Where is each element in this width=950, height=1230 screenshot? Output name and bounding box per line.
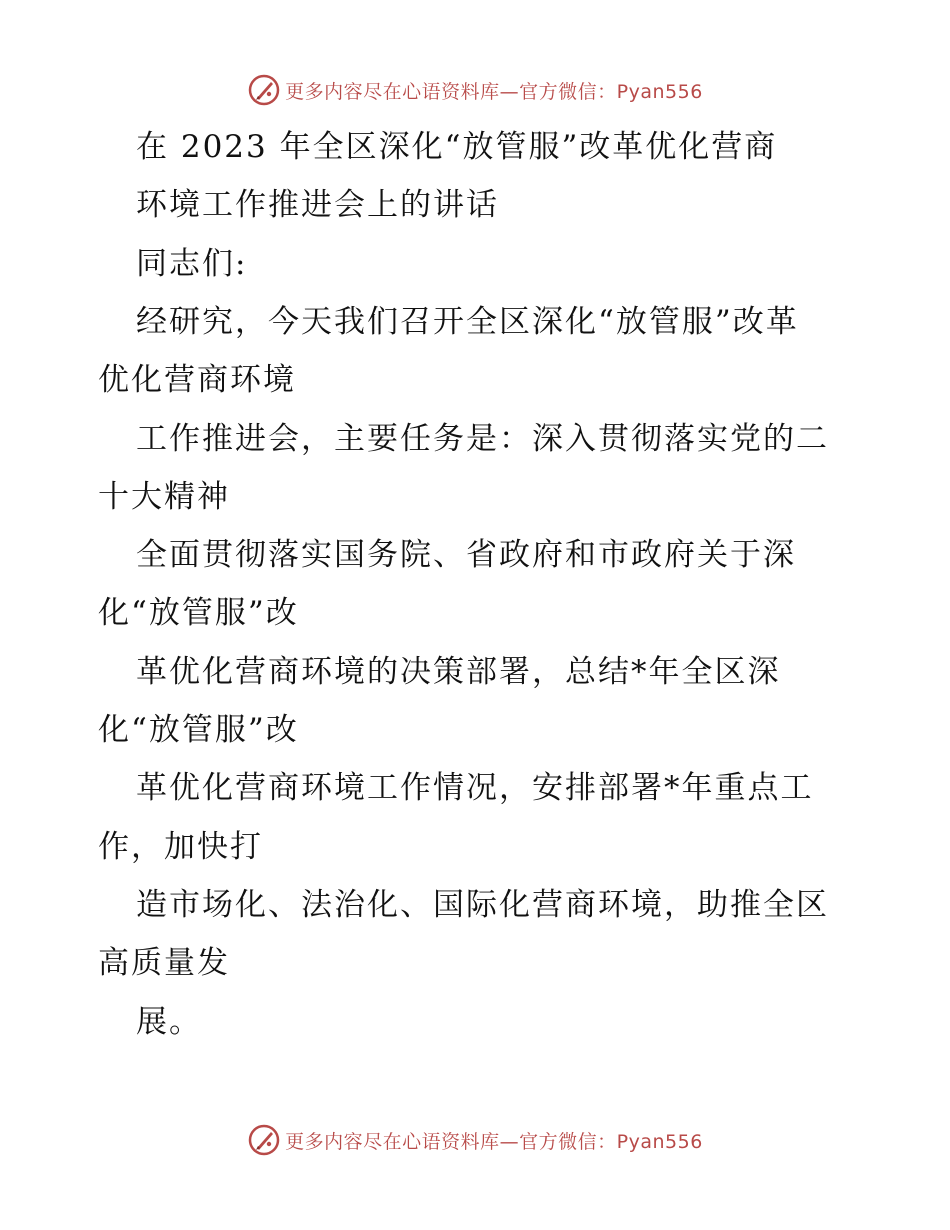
paragraph-line: 全面贯彻落实国务院、省政府和市政府关于深: [136, 537, 796, 573]
banner-text: 更多内容尽在心语资料库—官方微信：Pyan556: [285, 80, 703, 103]
footer-banner: [0, 1120, 950, 1160]
paragraph-line: 革优化营商环境的决策部署，总结*年全区深: [136, 654, 781, 690]
salutation: 同志们:: [136, 246, 248, 282]
quill-pen-logo-icon: [247, 73, 281, 107]
paragraph-line: 化“放管服”改: [98, 712, 299, 748]
paragraph-line: 经研究，今天我们召开全区深化“放管服”改革: [136, 304, 799, 340]
title-line-2: 环境工作推进会上的讲话: [136, 187, 499, 223]
paragraph-line: 作，加快打: [98, 829, 263, 865]
paragraph-line: 展。: [136, 1004, 202, 1040]
paragraph-line: 革优化营商环境工作情况，安排部署*年重点工: [136, 770, 814, 806]
header-banner: [0, 70, 950, 110]
paragraph-line: 工作推进会，主要任务是：深入贯彻落实党的二: [136, 421, 829, 457]
paragraph-line: 造市场化、法治化、国际化营商环境，助推全区: [136, 887, 829, 923]
title-line-1: 在 2023 年全区深化“放管服”改革优化营商: [136, 129, 778, 165]
paragraph-line: 十大精神: [98, 479, 230, 515]
paragraph-line: 高质量发: [98, 945, 230, 981]
banner-text: 更多内容尽在心语资料库—官方微信：Pyan556: [285, 1130, 703, 1153]
paragraph-line: 化“放管服”改: [98, 595, 299, 631]
quill-pen-logo-icon: [247, 1123, 281, 1157]
paragraph-line: 优化营商环境: [98, 362, 296, 398]
